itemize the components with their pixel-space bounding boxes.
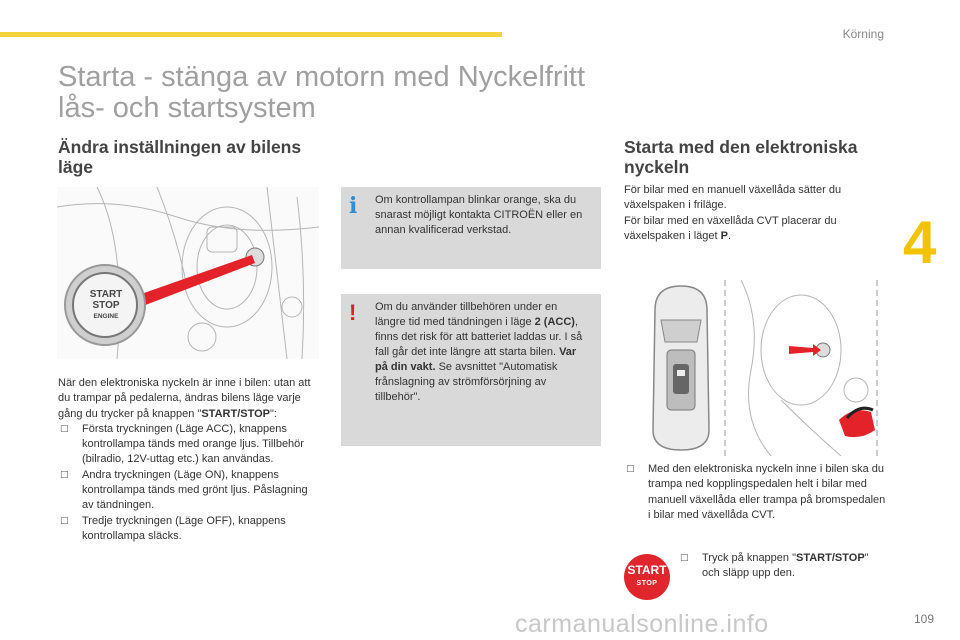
warning-note-text: Om du använder tillbehören under en längre tid med tändningen i läge 2 (ACC), finns det risk för att batteriet laddas ur. I så fall går det inte längre att starta bilen. Var på din vakt. Se avsnittet "Automatisk frånslagning av strömförsörjning av tillbehör".: [375, 301, 583, 403]
button-line-stop: STOP: [636, 580, 658, 587]
section-heading-mode: Ändra inställningen av bilens läge: [58, 137, 302, 177]
chapter-number: 4: [903, 209, 937, 276]
dashboard-drawing: [57, 187, 319, 359]
pedal-foot-icon: [839, 410, 875, 437]
car-top-view-illustration: [641, 280, 883, 456]
warning-note-box: [341, 294, 601, 446]
page-number: 109: [913, 612, 934, 626]
start-stop-engine-badge: [81, 289, 131, 322]
list-item: □ Första tryckningen (Läge ACC), knappens kontrollampa tänds med orange ljus. Tillbehör (bilradio, 12V-uttag etc.) kan användas.: [58, 422, 320, 468]
list-item: □ Tryck på knappen "START/STOP" och släpp upp den.: [678, 551, 888, 582]
warning-icon: !: [349, 300, 357, 325]
info-icon: i: [349, 193, 358, 219]
list-item: □ Med den elektroniska nyckeln inne i bilen ska du trampa ned kopplingspedalen helt i bilar med manuell växellåda eller trampa på bromspedalen i bilar med växellåda CVT.: [624, 462, 886, 523]
manual-gearbox-text: För bilar med en manuell växellåda sätter du växelspaken i friläge.: [624, 184, 842, 212]
start-paragraphs: [624, 183, 884, 244]
info-note-box: [341, 187, 601, 269]
badge-line-engine: ENGINE: [93, 313, 119, 320]
button-line-start: START: [627, 563, 667, 577]
mode-intro: När den elektroniska nyckeln är inne i bilen: utan att du trampar på pedalerna, ändras bilens läge varje gång du trycker på knappen "START/STOP":: [58, 377, 311, 420]
list-item: □ Tredje tryckningen (Läge OFF), knappens kontrollampa släcks.: [58, 514, 320, 545]
list-item: □ Andra tryckningen (Läge ON), knappens kontrollampa tänds med grönt ljus. Påslagning av tändningen.: [58, 468, 320, 514]
section-heading-start: Starta med den elektroniska nyckeln: [624, 137, 858, 177]
header-accent-bar: [0, 32, 502, 37]
watermark: carmanualsonline.info: [515, 610, 769, 638]
mode-instructions: [58, 376, 320, 544]
mode-bullet-list: [58, 422, 320, 544]
pointer-arrow-icon: [789, 344, 821, 356]
chapter-label: Körning: [842, 27, 884, 41]
pointer-arrow-icon: [127, 255, 255, 309]
badge-line-start: START: [89, 289, 123, 300]
cvt-gearbox-text: För bilar med en växellåda CVT placerar du växelspaken i läget P.: [624, 214, 837, 242]
info-note-text: Om kontrollampan blinkar orange, ska du snarast möjligt kontakta CITROËN eller en annan kvalificerad verkstad.: [375, 194, 583, 236]
press-button-instruction: [678, 551, 888, 582]
dashboard-illustration: [57, 187, 319, 359]
car-drawing: [641, 280, 883, 456]
pedal-instruction: [624, 462, 886, 523]
badge-line-stop: STOP: [92, 300, 120, 311]
page-title: Starta - stänga av motorn med Nyckelfritt lås- och startsystem: [58, 61, 586, 124]
start-stop-button-icon: [624, 554, 670, 600]
